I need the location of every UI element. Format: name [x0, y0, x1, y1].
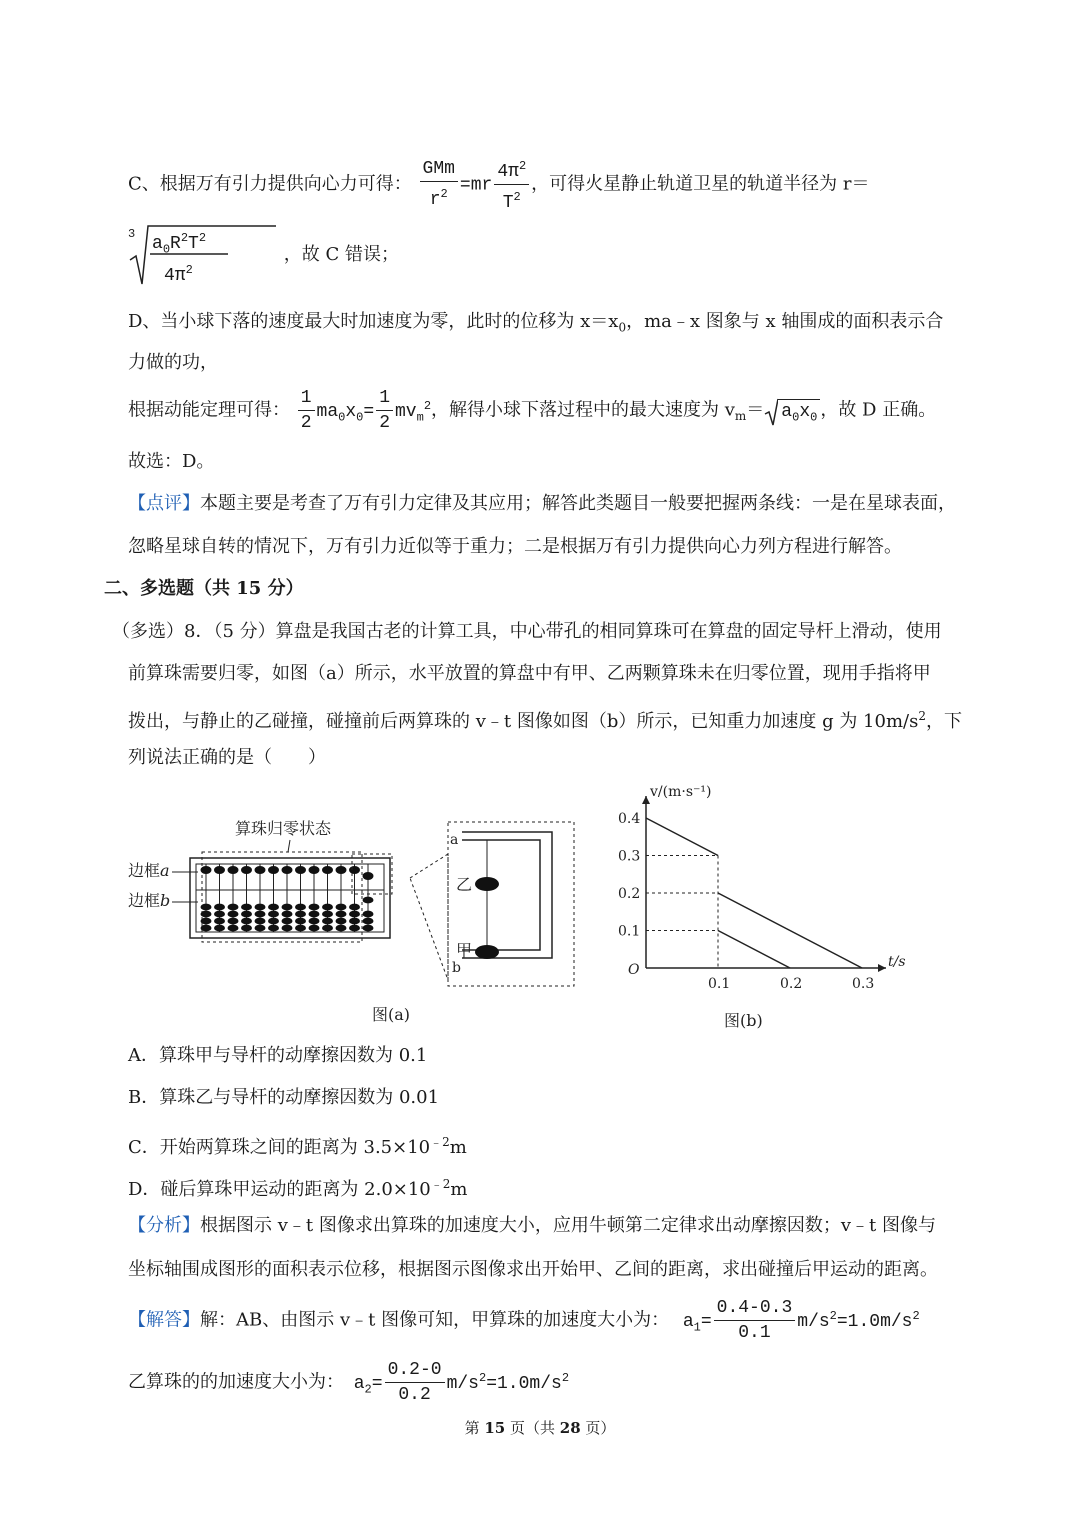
lower-bead: [282, 911, 293, 918]
series-line: [646, 818, 718, 856]
lower-bead: [349, 911, 360, 918]
y-axis-arrow: [642, 796, 650, 804]
bead-jia: [475, 945, 499, 959]
upper-bead: [309, 866, 320, 874]
question-line-2: 前算珠需要归零，如图（a）所示，水平放置的算盘中有甲、乙两颗算珠未在归零位置，现用手指将甲: [128, 663, 931, 684]
origin-label: O: [628, 962, 640, 978]
a2-fraction: $\frac{0.2-0}{0.2}$: [385, 1358, 445, 1407]
upper-bead: [241, 866, 252, 874]
x-axis-label: t/s: [888, 954, 906, 970]
lower-bead: [201, 925, 212, 932]
lower-bead: [214, 925, 225, 932]
lower-bead: [336, 918, 347, 925]
upper-bead: [255, 866, 266, 874]
upper-bead: [295, 866, 306, 874]
c-root-expression: 3 $a_0R^2T^2$ $4\pi^2$ ，故 C 错误；: [128, 222, 399, 288]
lower-bead: [336, 911, 347, 918]
lower-bead: [241, 918, 252, 925]
answer-line-1: 【解答】解：AB、由图示 v﹣t 图像可知，甲算珠的加速度大小为： $a_1=$ $\frac{0.4-0.3}{0.1}$ $m/s^2=1.0m/s^2$: [128, 1298, 920, 1343]
bead-yi-label: 乙: [456, 875, 473, 894]
lower-bead: [255, 925, 266, 932]
comment-line-2: 忽略星球自转的情况下，万有引力近似等于重力；二是根据万有引力提供向心力列方程进行解答。: [128, 536, 902, 557]
lower-bead: [214, 918, 225, 925]
lower-bead: [363, 918, 374, 925]
question-line-4: 列说法正确的是（ ）: [128, 747, 326, 768]
lower-bead: [363, 897, 374, 904]
option-d[interactable]: D．碰后算珠甲运动的距离为 $2.0\times 10^{﹣2}m$: [128, 1177, 468, 1200]
upper-bead: [363, 872, 374, 880]
x-tick-label: 0.1: [708, 976, 731, 992]
a1-fraction: $\frac{0.4-0.3}{0.1}$: [714, 1296, 796, 1345]
lower-bead: [255, 918, 266, 925]
y-tick-label: 0.2: [618, 886, 641, 902]
section-title: 二、多选题（共 15 分）: [104, 578, 304, 599]
lower-bead: [282, 925, 293, 932]
lower-bead: [309, 904, 320, 911]
question-line-3: 拨出，与静止的乙碰撞，碰撞前后两算珠的 v﹣t 图像如图（b）所示，已知重力加速度 g 为 $10m/s^2$，下: [128, 709, 962, 732]
lower-bead: [241, 911, 252, 918]
lower-bead: [322, 918, 333, 925]
option-a[interactable]: A．算珠甲与导杆的动摩擦因数为 0.1: [128, 1045, 428, 1066]
lower-bead: [241, 925, 252, 932]
zoom-box: [448, 822, 574, 986]
lower-bead: [268, 925, 279, 932]
option-c[interactable]: C．开始两算珠之间的距离为 $3.5\times 10^{﹣2}m$: [128, 1135, 467, 1158]
upper-bead: [214, 866, 225, 874]
comment-line-1: 【点评】本题主要是考查了万有引力定律及其应用；解答此类题目一般要把握两条线：一是在星球表面，: [128, 493, 956, 514]
lower-bead: [349, 904, 360, 911]
lower-bead: [228, 918, 239, 925]
lower-bead: [295, 918, 306, 925]
upper-bead: [349, 866, 360, 874]
lower-bead: [268, 911, 279, 918]
figure-b-chart: [610, 784, 910, 1030]
analysis-line-2: 坐标轴围成图形的面积表示位移，根据图示图像求出开始甲、乙间的距离，求出碰撞后甲运动的距离。: [128, 1259, 938, 1280]
four-pi-fraction: $\frac{4\pi^2}{T^2}$: [494, 154, 529, 215]
choose-line: 故选：D。: [128, 451, 215, 472]
frame-b-label: 边框b: [128, 891, 171, 910]
option-b[interactable]: B．算珠乙与导杆的动摩擦因数为 0.01: [128, 1087, 440, 1108]
sqrt-expression: $a_0x_0$: [778, 399, 820, 430]
lower-bead: [201, 911, 212, 918]
zoom-b-label: b: [452, 960, 461, 976]
lower-bead: [268, 918, 279, 925]
lower-bead: [349, 918, 360, 925]
zero-state-label: 算珠归零状态: [235, 819, 332, 838]
lower-bead: [295, 925, 306, 932]
lower-bead: [322, 904, 333, 911]
half-fraction-2: $\frac{1}{2}$: [376, 386, 393, 435]
frame-a-label: 边框a: [128, 861, 170, 880]
lower-bead: [309, 918, 320, 925]
d-line-1: D、当小球下落的速度最大时加速度为零，此时的位移为 $x=x_0$，ma﹣x 图象与 x 轴围成的面积表示合: [128, 311, 944, 335]
d-line-2: 力做的功，: [128, 352, 218, 373]
series-line: [718, 893, 862, 968]
lower-bead: [336, 925, 347, 932]
upper-bead: [336, 866, 347, 874]
x-tick-label: 0.2: [780, 976, 803, 992]
upper-bead: [282, 866, 293, 874]
sqrt-sign-icon: [764, 398, 778, 426]
lower-bead: [295, 904, 306, 911]
y-tick-label: 0.1: [618, 923, 641, 940]
y-tick-label: 0.4: [618, 811, 641, 827]
lower-bead: [282, 918, 293, 925]
page-footer: 第 15 页（共 28 页）: [464, 1419, 616, 1437]
lower-bead: [228, 925, 239, 932]
upper-bead: [228, 866, 239, 874]
bead-yi: [475, 877, 499, 891]
lower-bead: [349, 925, 360, 932]
y-tick-label: 0.3: [618, 848, 641, 865]
upper-bead: [201, 866, 212, 874]
x-tick-label: 0.3: [852, 976, 875, 992]
lower-bead: [214, 911, 225, 918]
figure-b-caption: 图(b): [724, 1011, 763, 1030]
lower-bead: [255, 904, 266, 911]
lower-bead: [241, 904, 252, 911]
analysis-line-1: 【分析】根据图示 v﹣t 图像求出算珠的加速度大小，应用牛顿第二定律求出动摩擦因数；v﹣t 图像与: [128, 1215, 936, 1236]
cube-root: 3 $a_0R^2T^2$ $4\pi^2$: [128, 222, 278, 288]
lower-bead: [228, 911, 239, 918]
lower-bead: [322, 911, 333, 918]
lower-bead: [228, 904, 239, 911]
upper-bead: [322, 866, 333, 874]
answer-line-2: 乙算珠的的加速度大小为： $a_2=$ $\frac{0.2-0}{0.2}$ $m/s^2=1.0m/s^2$: [128, 1360, 570, 1405]
zoom-a-label: a: [450, 832, 459, 848]
gmm-fraction: $\frac{\text{GMm}}{r^2}$: [420, 157, 458, 212]
lower-bead: [201, 918, 212, 925]
question-line-1: （多选）8．（5 分）算盘是我国古老的计算工具，中心带孔的相同算珠可在算盘的固定导杆上滑动，使用: [112, 621, 942, 642]
lower-bead: [214, 904, 225, 911]
figure-a: [120, 810, 590, 1030]
x-axis-arrow: [878, 964, 886, 972]
bead-jia-label: 甲: [456, 941, 473, 960]
abacus-beads: [201, 864, 374, 932]
lower-bead: [255, 911, 266, 918]
lower-bead: [282, 904, 293, 911]
lower-bead: [363, 925, 374, 932]
y-axis-label: v/(m·s⁻¹): [650, 784, 712, 800]
lower-bead: [309, 925, 320, 932]
lower-bead: [201, 904, 212, 911]
figure-a-caption: 图(a): [372, 1005, 411, 1024]
lower-bead: [268, 904, 279, 911]
series-line: [718, 931, 790, 969]
upper-bead: [268, 866, 279, 874]
lower-bead: [309, 911, 320, 918]
lower-bead: [295, 911, 306, 918]
half-fraction-1: $\frac{1}{2}$: [298, 386, 315, 435]
lower-bead: [336, 904, 347, 911]
lower-bead: [363, 911, 374, 918]
energy-line: 根据动能定理可得： $\frac{1}{2}$ $ma_0x_0=$ $\frac{1}{2}$ $mv_m^2$，解得小球下落过程中的最大速度为 $v_m=$ $a_0x_0$ ，故 D 正确。: [128, 388, 937, 433]
c-statement: C、根据万有引力提供向心力可得： $\frac{\text{GMm}}{r^2}$ =mr $\frac{4\pi^2}{T^2}$ ，可得火星静止轨道卫星的轨道半径为 r＝: [128, 154, 869, 215]
lower-bead: [322, 925, 333, 932]
